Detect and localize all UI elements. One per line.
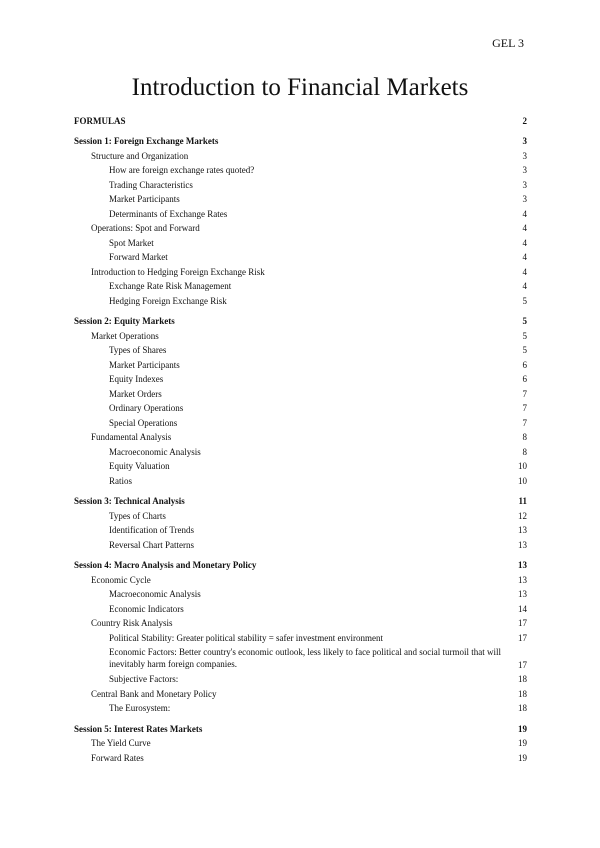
table-of-contents	[74, 111, 527, 763]
toc-entry[interactable]	[74, 521, 527, 536]
toc-entry-title: Session 4: Macro Analysis and Monetary Policy	[74, 560, 257, 570]
toc-entry[interactable]	[74, 585, 527, 600]
toc-entry-title: Macroeconomic Analysis	[109, 446, 201, 457]
toc-entry-title: Reversal Chart Patterns	[109, 539, 194, 550]
toc-entry[interactable]	[74, 428, 527, 443]
toc-entry[interactable]	[74, 384, 527, 399]
toc-entry-page: 3	[522, 179, 527, 190]
toc-entry-page: 11	[518, 496, 527, 506]
toc-entry-title: The Eurosystem:	[109, 703, 171, 713]
toc-entry-title: Macroeconomic Analysis	[109, 589, 201, 599]
toc-entry-title: Session 5: Interest Rates Markets	[74, 723, 203, 734]
toc-entry[interactable]	[74, 699, 527, 714]
toc-entry-title: Session 2: Equity Markets	[74, 316, 175, 326]
toc-entry-page: 7	[522, 417, 527, 428]
toc-entry[interactable]	[74, 748, 527, 763]
toc-entry[interactable]	[74, 570, 527, 585]
toc-entry-page: 4	[522, 223, 527, 233]
toc-entry-page: 17	[518, 659, 527, 670]
toc-entry-title: Session 1: Foreign Exchange Markets	[74, 136, 219, 146]
toc-entry-page: 4	[522, 266, 527, 277]
toc-session-entry[interactable]	[74, 132, 527, 147]
toc-entry-title: Economic Factors: Better country's economic outlook, less likely to face political and social turmoil that will inevitably harm foreign companies.	[109, 646, 502, 669]
toc-entry-page: 2	[522, 115, 527, 126]
toc-entry[interactable]	[74, 146, 527, 161]
toc-entry-title: Equity Indexes	[109, 374, 164, 384]
toc-entry-title: Subjective Factors:	[109, 674, 179, 684]
toc-entry[interactable]	[74, 413, 527, 428]
toc-entry-title: Ratios	[109, 475, 133, 486]
toc-entry[interactable]	[74, 399, 527, 414]
toc-entry-page: 5	[522, 330, 527, 341]
toc-entry[interactable]	[74, 190, 527, 205]
toc-entry-title: Market Orders	[109, 388, 162, 399]
toc-entry[interactable]	[74, 175, 527, 190]
toc-entry[interactable]	[74, 291, 527, 306]
toc-entry-title: How are foreign exchange rates quoted?	[109, 165, 255, 175]
toc-entry-title: Identification of Trends	[109, 525, 194, 535]
toc-entry-page: 18	[518, 703, 527, 713]
toc-entry-title: Market Operations	[91, 330, 159, 341]
toc-entry-page: 8	[522, 446, 527, 457]
toc-entry-title: Fundamental Analysis	[91, 432, 172, 442]
toc-entry-page: 4	[522, 208, 527, 219]
toc-entry-title: Operations: Spot and Forward	[91, 223, 200, 233]
toc-entry-page: 18	[518, 674, 527, 684]
toc-entry-title: Political Stability: Greater political stability = safer investment environment	[109, 632, 384, 643]
toc-entry[interactable]	[74, 204, 527, 219]
toc-entry-title: Economic Cycle	[91, 574, 151, 585]
toc-entry-page: 7	[522, 403, 527, 413]
toc-entry-page: 4	[522, 237, 527, 248]
toc-entry-page: 19	[518, 738, 527, 748]
toc-entry-page: 5	[522, 345, 527, 355]
page-title: Introduction to Financial Markets	[131, 74, 469, 101]
toc-entry[interactable]	[74, 457, 527, 472]
toc-session-entry[interactable]	[74, 312, 527, 327]
toc-entry[interactable]	[74, 535, 527, 550]
toc-session-entry[interactable]	[74, 111, 527, 126]
toc-entry-page: 13	[518, 574, 527, 585]
toc-entry-title: Central Bank and Monetary Policy	[91, 688, 217, 699]
toc-entry-page: 4	[522, 281, 527, 291]
toc-entry-page: 4	[522, 252, 527, 262]
toc-entry[interactable]	[74, 355, 527, 370]
toc-entry-title: Introduction to Hedging Foreign Exchange Risk	[91, 266, 265, 277]
toc-entry[interactable]	[74, 248, 527, 263]
toc-entry-page: 6	[522, 359, 527, 370]
toc-entry-title: Ordinary Operations	[109, 403, 184, 413]
toc-entry[interactable]	[74, 219, 527, 234]
toc-entry[interactable]	[74, 684, 527, 699]
toc-entry-page: 19	[518, 752, 527, 763]
toc-entry-title: FORMULAS	[74, 115, 126, 126]
toc-entry-title: Determinants of Exchange Rates	[109, 208, 228, 219]
toc-entry-page: 13	[518, 525, 527, 535]
toc-entry[interactable]	[74, 442, 527, 457]
toc-entry-page: 3	[522, 136, 527, 146]
toc-entry-page: 3	[522, 150, 527, 161]
toc-entry-title: Country Risk Analysis	[91, 618, 173, 628]
toc-entry[interactable]	[74, 277, 527, 292]
toc-entry[interactable]	[74, 233, 527, 248]
toc-entry-page: 6	[522, 374, 527, 384]
toc-entry-title: Special Operations	[109, 417, 178, 428]
toc-entry-title: Forward Rates	[91, 752, 144, 763]
toc-entry[interactable]	[74, 506, 527, 521]
toc-entry[interactable]	[74, 326, 527, 341]
toc-entry-page: 5	[522, 295, 527, 306]
toc-entry-title: Trading Characteristics	[109, 179, 193, 190]
toc-entry[interactable]	[74, 614, 527, 629]
toc-entry-page: 13	[518, 589, 527, 599]
toc-entry[interactable]	[74, 262, 527, 277]
toc-entry[interactable]	[74, 341, 527, 356]
toc-session-entry[interactable]	[74, 556, 527, 571]
toc-entry[interactable]	[74, 599, 527, 614]
toc-entry[interactable]	[74, 670, 527, 685]
toc-session-entry[interactable]	[74, 719, 527, 734]
toc-entry-title: Structure and Organization	[91, 150, 189, 161]
toc-entry-title: The Yield Curve	[91, 738, 151, 748]
toc-entry-page: 7	[522, 388, 527, 399]
toc-entry-page: 13	[518, 539, 527, 550]
toc-entry-page: 5	[522, 316, 527, 326]
toc-entry[interactable]	[74, 471, 527, 486]
toc-entry[interactable]	[74, 161, 527, 176]
toc-entry-page: 18	[518, 688, 527, 699]
toc-entry-title: Economic Indicators	[109, 603, 184, 614]
toc-entry-page: 12	[518, 510, 527, 521]
toc-entry-title: Equity Valuation	[109, 461, 170, 471]
toc-session-entry[interactable]	[74, 492, 527, 507]
toc-entry[interactable]	[74, 628, 527, 643]
toc-entry-page: 13	[518, 560, 527, 570]
toc-entry[interactable]	[74, 734, 527, 749]
toc-entry-page: 10	[518, 475, 527, 486]
toc-entry-page: 17	[518, 618, 527, 628]
toc-entry-page: 14	[518, 603, 527, 614]
toc-entry[interactable]	[74, 370, 527, 385]
toc-entry-title: Exchange Rate Risk Management	[109, 281, 232, 291]
toc-entry[interactable]	[74, 643, 527, 670]
toc-entry-title: Types of Shares	[109, 345, 167, 355]
toc-entry-title: Spot Market	[109, 237, 154, 248]
toc-entry-page: 8	[522, 432, 527, 442]
toc-entry-page: 3	[522, 194, 527, 204]
toc-entry-title: Hedging Foreign Exchange Risk	[109, 295, 227, 306]
toc-entry-title: Forward Market	[109, 252, 168, 262]
toc-entry-title: Market Participants	[109, 194, 180, 204]
document-code: GEL 3	[492, 36, 524, 50]
toc-entry-page: 10	[518, 461, 527, 471]
toc-entry-page: 3	[522, 165, 527, 175]
toc-entry-title: Market Participants	[109, 359, 180, 370]
toc-entry-title: Session 3: Technical Analysis	[74, 496, 185, 506]
toc-entry-page: 19	[518, 723, 527, 734]
toc-entry-page: 17	[518, 632, 527, 643]
toc-entry-title: Types of Charts	[109, 510, 166, 521]
